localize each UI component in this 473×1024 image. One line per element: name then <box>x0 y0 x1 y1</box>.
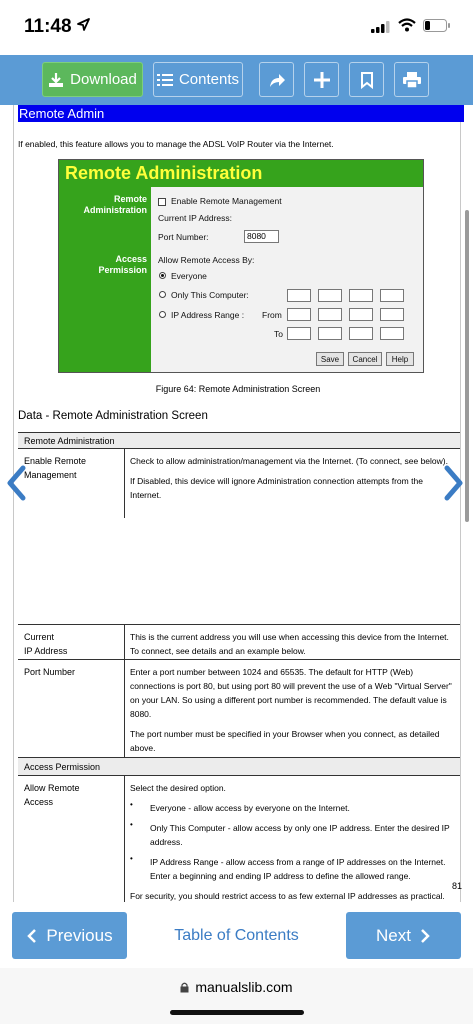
table-of-contents-link[interactable]: Table of Contents <box>174 927 299 944</box>
download-icon <box>48 72 64 88</box>
scrollbar[interactable] <box>465 210 469 522</box>
table-row <box>18 448 460 517</box>
download-button[interactable] <box>42 62 143 97</box>
figure-caption: Figure 64: Remote Administration Screen <box>155 384 321 394</box>
ip-octet-box <box>318 308 342 321</box>
row-text: Select the desired option. <box>130 783 226 793</box>
port-field: 8080 <box>244 230 279 243</box>
remote-label-2: Administration <box>83 205 147 215</box>
document-toolbar <box>0 55 473 105</box>
remote-label-1: Remote <box>113 194 147 204</box>
ip-octet-box <box>287 308 311 321</box>
router-screenshot <box>58 159 424 373</box>
row-label: Access <box>24 797 54 807</box>
screenshot-title: Remote Administration <box>65 163 263 183</box>
plus-icon <box>314 72 330 88</box>
radio-this-computer <box>159 291 166 298</box>
table-row <box>18 659 460 757</box>
chevron-right-icon <box>419 928 431 944</box>
to-label: To <box>274 329 283 339</box>
document-page <box>13 105 461 902</box>
allow-by-label: Allow Remote Access By: <box>158 255 255 265</box>
cellular-signal-icon <box>371 20 391 38</box>
enable-checkbox <box>158 198 166 206</box>
row-label: Enable Remote <box>24 456 87 466</box>
radio-everyone <box>159 272 166 279</box>
print-button[interactable] <box>394 62 429 97</box>
ip-octet-box <box>318 289 342 302</box>
row-text: Enter a port number between 1024 and 65535. The default for HTTP (Web) connections is port 80, but using port 80 will prevent the use of a Web "Virtual Server" on your LAN. So using a different port number is recommended. The default value is 8080. <box>130 667 452 719</box>
section-header: Remote Admin <box>18 105 464 122</box>
row-text: If Disabled, this device will ignore Administration connection attempts from the Internet. <box>130 476 423 500</box>
intro-text: If enabled, this feature allows you to manage the ADSL VoIP Router via the Internet. <box>18 139 334 149</box>
table-row <box>18 624 460 659</box>
bookmark-button[interactable] <box>349 62 384 97</box>
access-label-1: Access <box>115 254 147 264</box>
share-icon <box>268 72 286 88</box>
row-text: This is the current address you will use when accessing this device from the Internet. To connect, see details and an example below. <box>130 632 449 656</box>
radio-this-computer-label: Only This Computer: <box>171 290 249 300</box>
location-arrow-icon <box>77 18 90 36</box>
bookmark-icon <box>361 72 373 88</box>
row-label: IP Address <box>24 646 68 656</box>
ip-octet-box <box>318 327 342 340</box>
url-domain: manualslib.com <box>195 979 293 995</box>
contents-label: Contents <box>178 71 240 88</box>
prev-page-arrow[interactable] <box>6 465 26 506</box>
row-text: Check to allow administration/management via the Internet. (To connect, see below). <box>130 456 448 466</box>
bullet-item: • IP Address Range - allow access from a range of IP addresses on the Internet. Enter a beginning and ending IP address to define the allowed range. <box>130 855 456 883</box>
ip-octet-box <box>380 289 404 302</box>
row-label: Management <box>24 470 77 480</box>
ip-octet-box <box>287 327 311 340</box>
ip-octet-box <box>349 327 373 340</box>
previous-button[interactable] <box>12 912 127 959</box>
browser-address-bar[interactable] <box>0 968 473 1024</box>
ip-octet-box <box>349 289 373 302</box>
current-ip-label: Current IP Address: <box>158 213 233 223</box>
page-number: 81 <box>452 881 463 891</box>
help-button-image: Help <box>386 352 414 366</box>
row-label: Current <box>24 632 55 642</box>
lock-icon <box>180 982 189 993</box>
wifi-icon <box>398 18 416 37</box>
section-label: Remote Administration <box>24 436 115 446</box>
radio-ip-range-label: IP Address Range : <box>171 310 245 320</box>
cancel-button-image: Cancel <box>348 352 382 366</box>
chevron-left-icon <box>26 928 38 944</box>
battery-icon <box>423 19 451 37</box>
add-button[interactable] <box>304 62 339 97</box>
share-button[interactable] <box>259 62 294 97</box>
contents-button[interactable] <box>153 62 243 97</box>
download-label: Download <box>70 71 137 88</box>
chevron-left-icon <box>6 465 26 501</box>
table-section-row <box>18 432 460 448</box>
section-label: Access Permission <box>24 762 101 772</box>
enable-checkbox-label: Enable Remote Management <box>171 196 282 206</box>
clock: 11:48 <box>24 16 72 37</box>
next-label: Next <box>376 925 411 945</box>
next-button[interactable] <box>346 912 461 959</box>
table-section-row <box>18 757 460 775</box>
list-icon <box>157 73 173 87</box>
row-text: For security, you should restrict access to as few external IP addresses as practical. <box>130 891 445 901</box>
row-label: Port Number <box>24 667 76 677</box>
row-text: The port number must be specified in your Browser when you connect, as detailed above. <box>130 729 440 753</box>
radio-ip-range <box>159 311 166 318</box>
print-icon <box>403 72 421 88</box>
next-page-arrow[interactable] <box>444 465 464 506</box>
save-button-image: Save <box>316 352 344 366</box>
port-label: Port Number: <box>158 232 209 242</box>
ip-octet-box <box>380 308 404 321</box>
from-label: From <box>262 310 282 320</box>
ip-octet-box <box>287 289 311 302</box>
home-indicator[interactable] <box>170 1010 304 1015</box>
ip-octet-box <box>349 308 373 321</box>
bullet-item: • Everyone - allow access by everyone on the Internet. <box>130 801 456 815</box>
bottom-navigation <box>0 902 473 968</box>
row-label: Allow Remote <box>24 783 80 793</box>
ip-octet-box <box>380 327 404 340</box>
status-bar <box>0 0 473 55</box>
chevron-right-icon <box>444 465 464 501</box>
bullet-item: • Only This Computer - allow access by only one IP address. Enter the desired IP address. <box>130 821 456 849</box>
radio-everyone-label: Everyone <box>171 271 207 281</box>
data-section-title: Data - Remote Administration Screen <box>18 410 208 422</box>
access-label-2: Permission <box>98 265 147 275</box>
previous-label: Previous <box>46 925 113 945</box>
